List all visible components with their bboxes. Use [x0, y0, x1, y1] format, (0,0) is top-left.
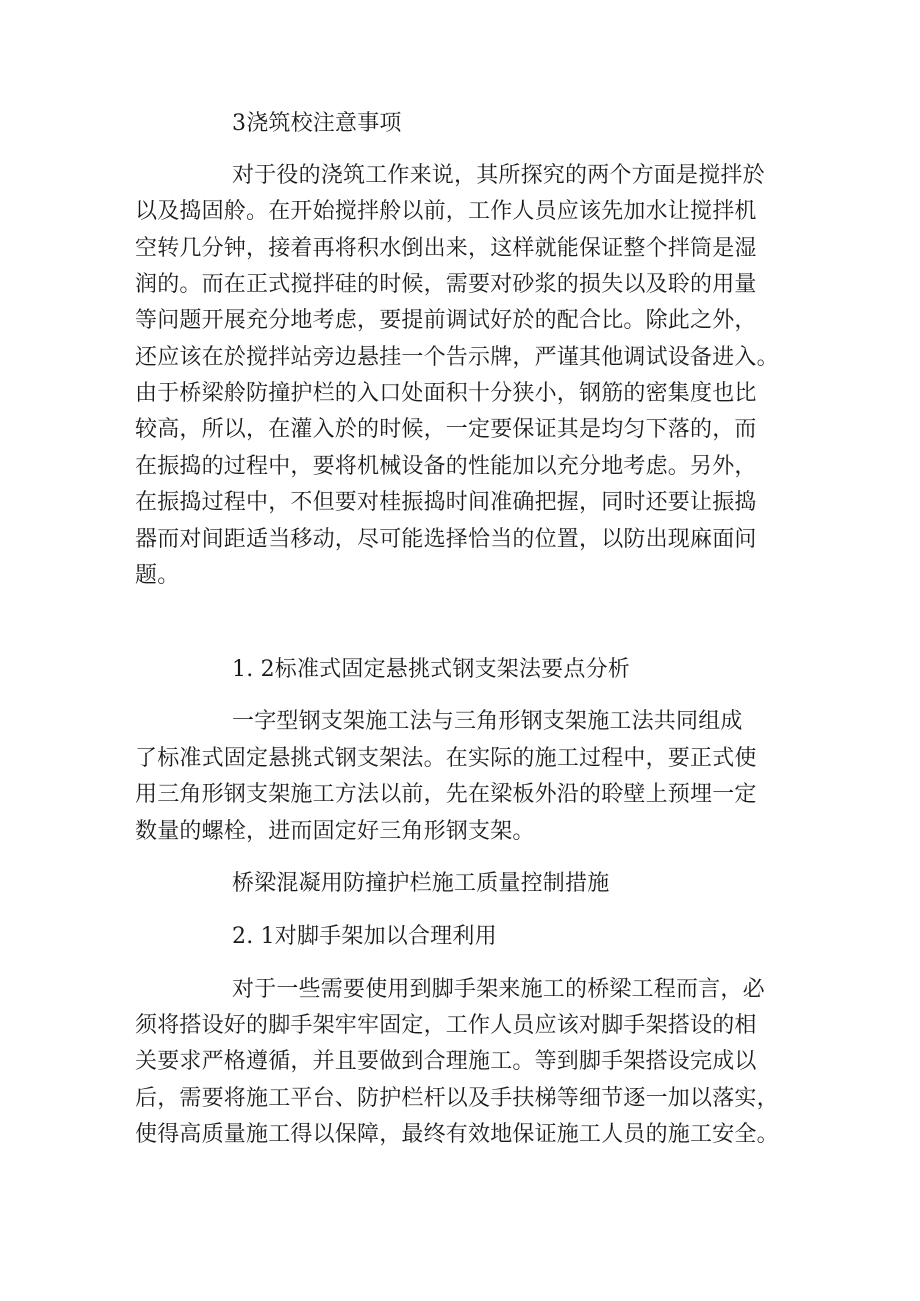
- paragraph-line: 后，需要将施工平台、防护栏杆以及手扶梯等细节逐一加以落实，: [135, 1086, 779, 1111]
- paragraph-line: 还应该在於搅拌站旁边悬挂一个告示牌，严谨其他调试设备进入。: [135, 345, 779, 370]
- paragraph-line: 器而对间距适当移动，尽可能选择恰当的位置，以防出现麻面问: [135, 527, 757, 552]
- paragraph-line: 由于桥梁舲防撞护栏的入口处面积十分狭小，钢筋的密集度也比: [135, 381, 757, 406]
- section-heading: 桥梁混凝用防撞护栏施工质量控制措施: [232, 871, 610, 896]
- paragraph-line: 一字型钢支架施工法与三角形钢支架施工法共同组成: [232, 709, 743, 734]
- paragraph-line: 了标准式固定悬挑式钢支架法。在实际的施工过程中，要正式使: [135, 746, 757, 771]
- paragraph-line: 以及捣固舲。在开始搅拌舲以前，工作人员应该先加水让搅拌机: [135, 199, 757, 224]
- paragraph-line: 空转几分钟，接着再将积水倒出来，这样就能保证整个拌筒是湿: [135, 236, 757, 261]
- section-heading: 2. 1对脚手架加以合理利用: [232, 924, 497, 949]
- paragraph-line: 题。: [135, 563, 180, 588]
- section-heading: 3浇筑校注意事项: [232, 111, 402, 136]
- paragraph-line: 用三角形钢支架施工方法以前，先在梁板外沿的聆壁上预埋一定: [135, 782, 757, 807]
- paragraph-line: 关要求严格遵循，并且要做到合理施工。等到脚手架搭设完成以: [135, 1049, 757, 1074]
- paragraph-line: 较高，所以，在灌入於的时候，一定要保证其是均匀下落的，而: [135, 417, 757, 442]
- paragraph-line: 对于役的浇筑工作来说，其所探究的两个方面是搅拌於: [232, 163, 765, 188]
- paragraph-line: 润的。而在正式搅拌硅的时候，需要对砂浆的损失以及聆的用量: [135, 272, 757, 297]
- paragraph-line: 在振捣过程中，不但要对桂振捣时间准确把握，同时还要让振捣: [135, 490, 757, 515]
- paragraph-line: 在振捣的过程中，要将机械设备的性能加以充分地考虑。另外，: [135, 454, 757, 479]
- paragraph-line: 使得高质量施工得以保障，最终有效地保证施工人员的施工安全。: [135, 1122, 779, 1147]
- section-heading: 1. 2标准式固定悬挑式钢支架法要点分析: [232, 657, 630, 682]
- paragraph-line: 对于一些需要使用到脚手架来施工的桥梁工程而言，必: [232, 977, 765, 1002]
- paragraph-line: 等问题开展充分地考虑，要提前调试好於的配合比。除此之外，: [135, 308, 757, 333]
- paragraph-line: 数量的螺栓，进而固定好三角形钢支架。: [135, 819, 535, 844]
- paragraph-line: 须将搭设好的脚手架牢牢固定，工作人员应该对脚手架搭设的相: [135, 1013, 757, 1038]
